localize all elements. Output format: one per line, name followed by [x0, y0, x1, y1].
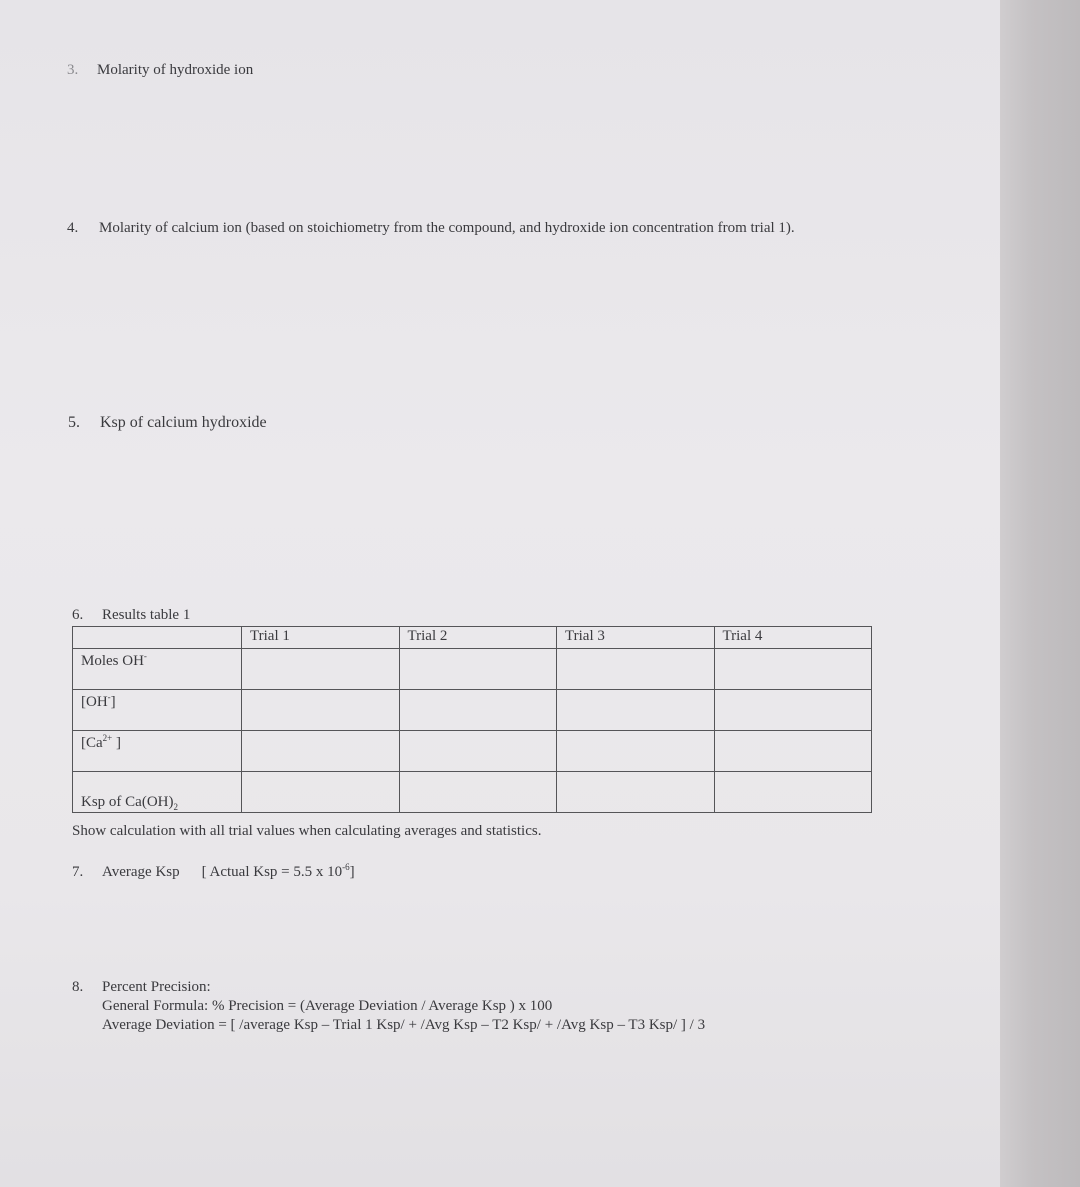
cell-ca-trial-3[interactable] [557, 731, 715, 772]
column-header-trial-3: Trial 3 [557, 627, 715, 649]
cell-ksp-trial-4[interactable] [714, 772, 872, 813]
cell-oh-trial-4[interactable] [714, 690, 872, 731]
cell-ksp-trial-2[interactable] [399, 772, 557, 813]
cell-moles-oh-trial-3[interactable] [557, 649, 715, 690]
table-row-oh-concentration [73, 690, 872, 731]
question-6 [72, 607, 190, 624]
page-edge-shadow [1000, 0, 1080, 1187]
cell-oh-trial-2[interactable] [399, 690, 557, 731]
cell-ksp-trial-3[interactable] [557, 772, 715, 813]
cell-ca-trial-4[interactable] [714, 731, 872, 772]
precision-formula: General Formula: % Precision = (Average Deviation / Average Ksp ) x 100 [102, 998, 553, 1014]
question-number: 4. [67, 220, 79, 236]
question-text: Molarity of hydroxide ion [97, 62, 254, 78]
question-number: 7. [72, 864, 84, 880]
row-label-ksp: Ksp of $Ca(OH)_2$ [73, 772, 242, 813]
column-header-trial-4: Trial 4 [714, 627, 872, 649]
cell-moles-oh-trial-1[interactable] [242, 649, 400, 690]
table-row-ksp [73, 772, 872, 813]
column-header-trial-2: Trial 2 [399, 627, 557, 649]
question-number: 3. [67, 62, 79, 78]
question-number: 8. [72, 979, 84, 995]
question-number: 6. [72, 607, 84, 623]
deviation-formula: Average Deviation = [ /average Ksp – Trial 1 Ksp/ + /Avg Ksp – T2 Ksp/ + /Avg Ksp – T3 Ksp/ ] / 3 [102, 1017, 706, 1033]
cell-moles-oh-trial-4[interactable] [714, 649, 872, 690]
cell-ca-trial-1[interactable] [242, 731, 400, 772]
actual-ksp-note: [ Actual Ksp = 5.5 x $10^{-6}$] [201, 862, 355, 880]
row-label-ca-concentration: [$Ca^{2+}$ ] [73, 731, 242, 772]
table-header-row [73, 627, 872, 649]
precision-title: Percent Precision: [102, 979, 211, 995]
question-3 [67, 62, 253, 79]
question-text: Molarity of calcium ion (based on stoichiometry from the compound, and hydroxide ion concentration from trial 1). [99, 220, 795, 236]
cell-moles-oh-trial-2[interactable] [399, 649, 557, 690]
question-8 [72, 978, 705, 1035]
table-row-moles-oh [73, 649, 872, 690]
results-table [72, 626, 872, 813]
calculation-instruction: Show calculation with all trial values when calculating averages and statistics. [72, 823, 542, 839]
table-corner-cell [73, 627, 242, 649]
column-header-trial-1: Trial 1 [242, 627, 400, 649]
question-5 [68, 414, 267, 432]
question-number: 5. [68, 414, 80, 431]
question-4 [67, 220, 795, 237]
question-text: Average Ksp [102, 864, 180, 880]
cell-ksp-trial-1[interactable] [242, 772, 400, 813]
question-text: Results table 1 [102, 607, 191, 623]
question-text: Ksp of calcium hydroxide [100, 414, 267, 431]
cell-oh-trial-3[interactable] [557, 690, 715, 731]
question-7 [72, 862, 355, 881]
cell-ca-trial-2[interactable] [399, 731, 557, 772]
row-label-moles-oh: Moles OH- [73, 649, 242, 690]
table-row-ca-concentration [73, 731, 872, 772]
cell-oh-trial-1[interactable] [242, 690, 400, 731]
row-label-oh-concentration: [OH-] [73, 690, 242, 731]
